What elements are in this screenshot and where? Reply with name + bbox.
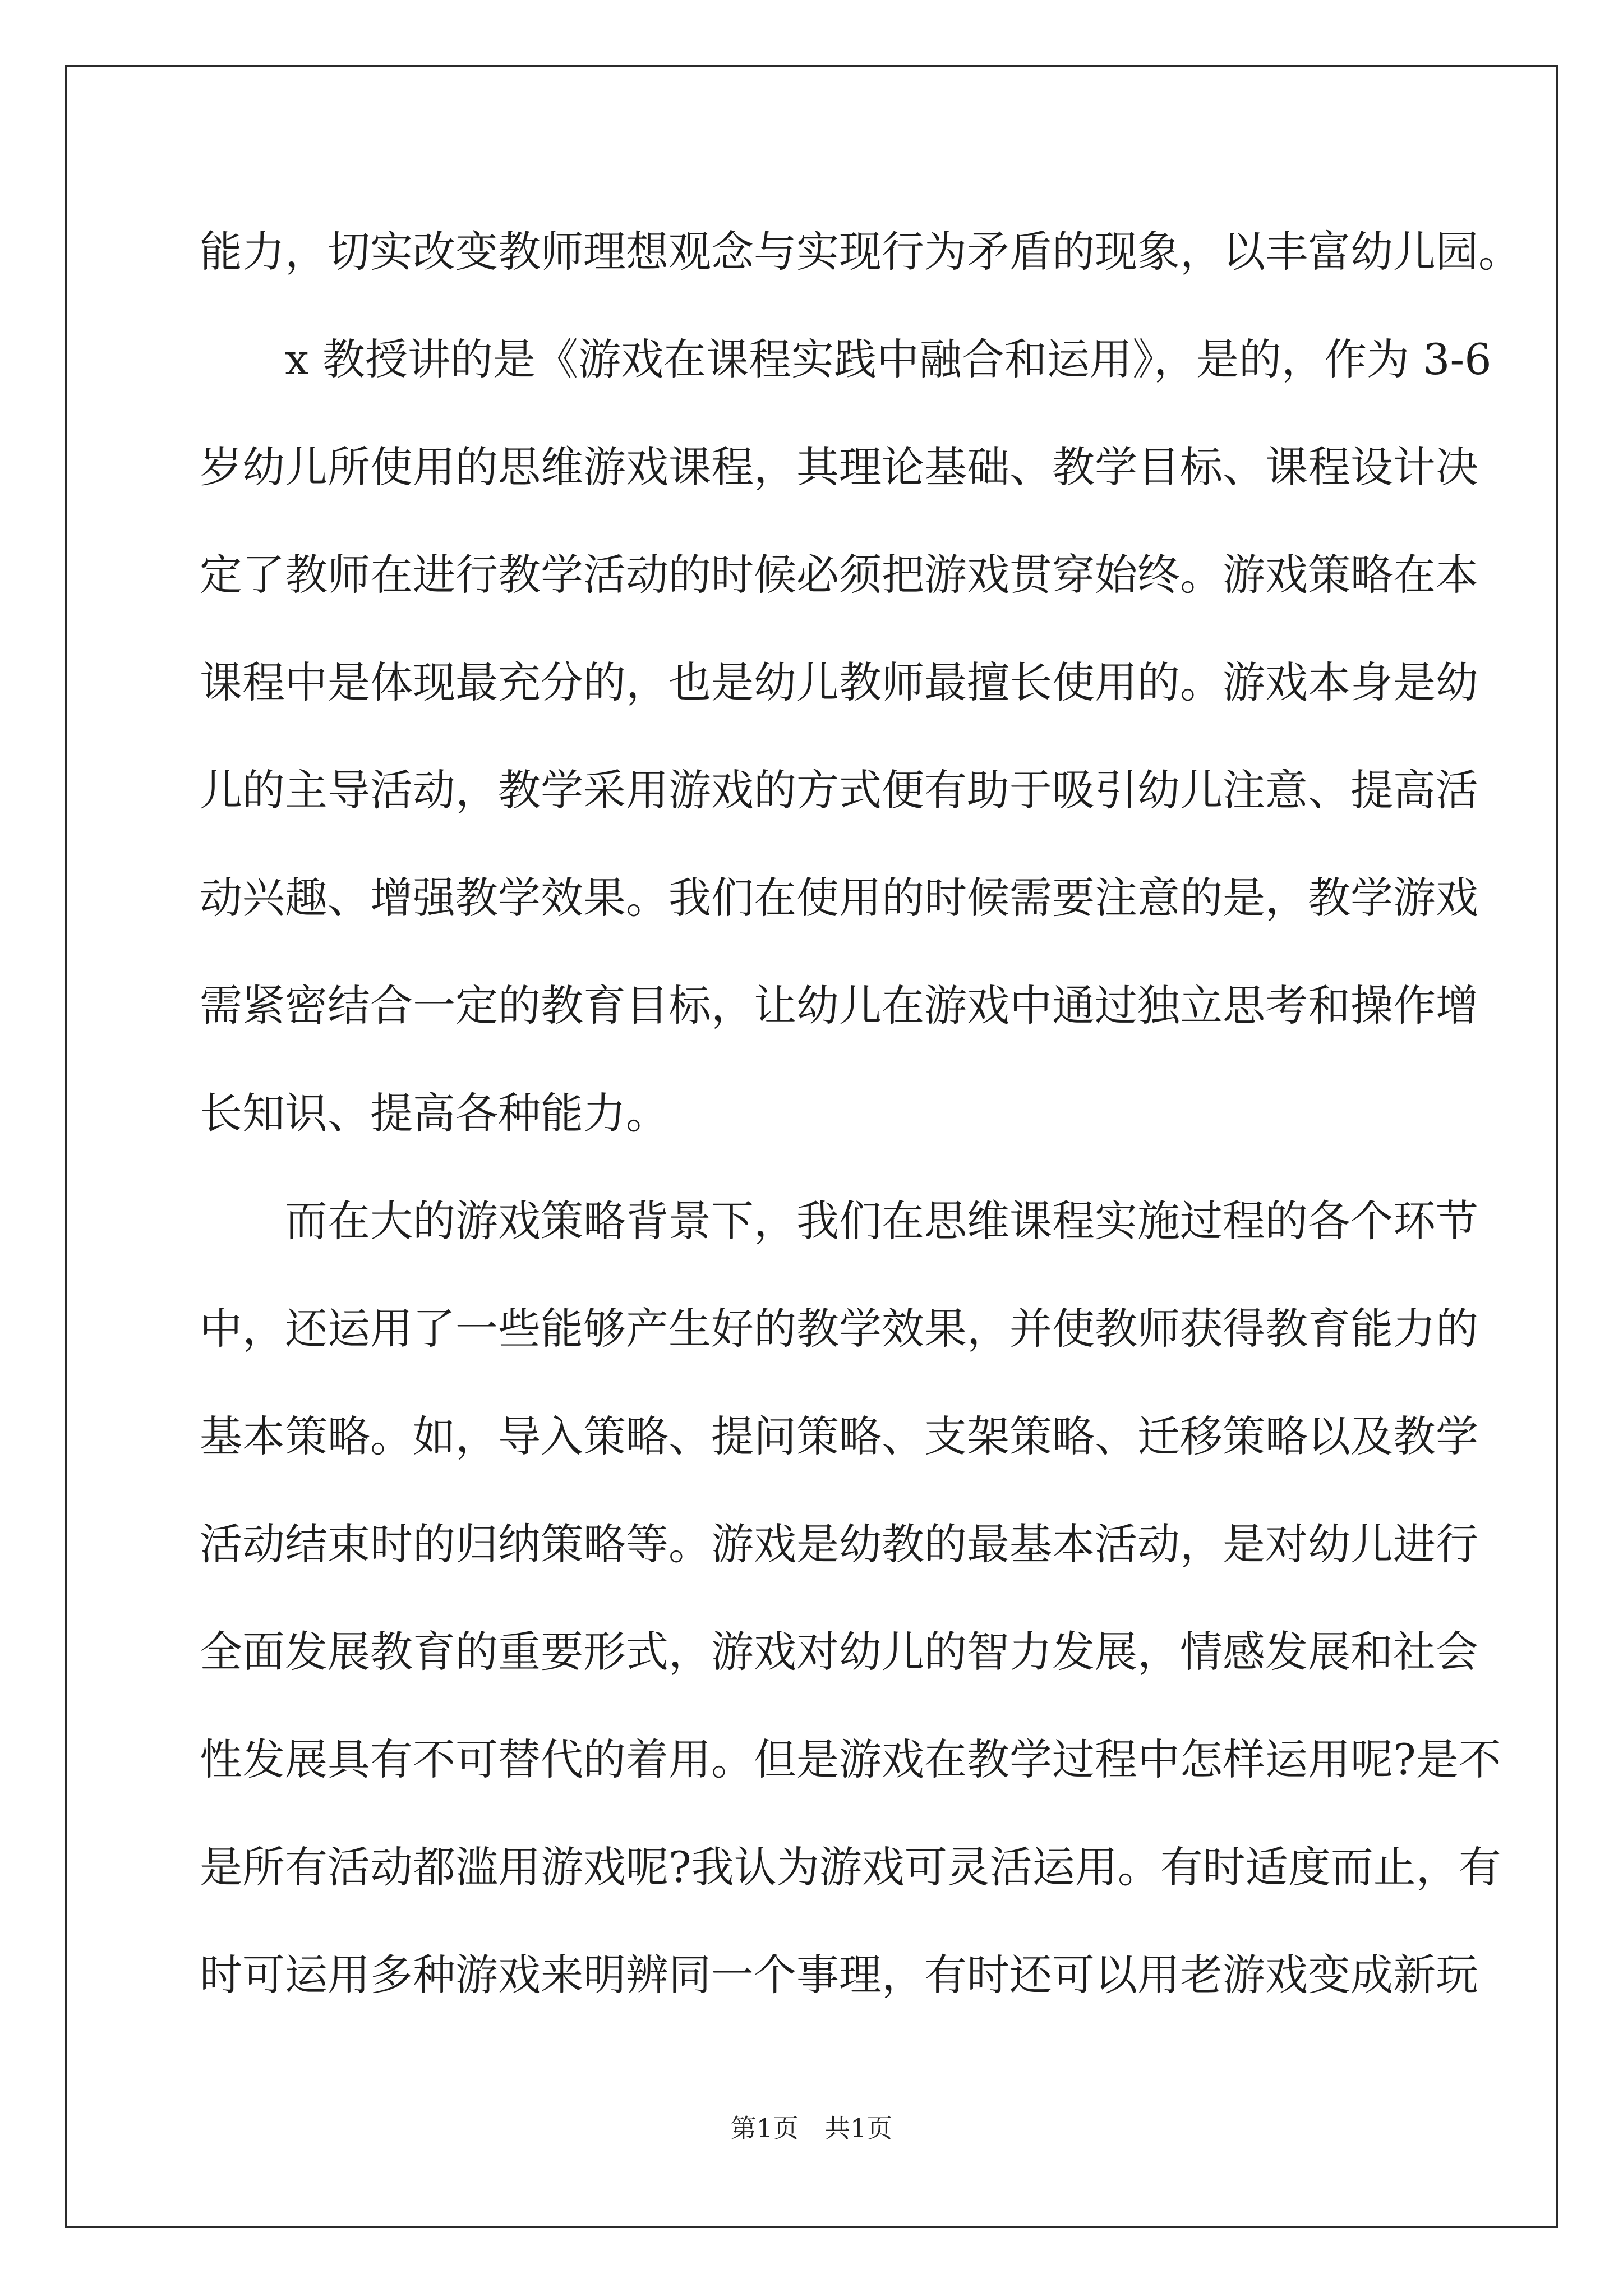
text-line: 中，还运用了一些能够产生好的教学效果，并使教师获得教育能力的 bbox=[200, 1304, 1478, 1354]
text-line: 能力，切实改变教师理想观念与实现行为矛盾的现象，以丰富幼儿园。 bbox=[200, 227, 1521, 277]
text-line: 活动结束时的归纳策略等。游戏是幼教的最基本活动，是对幼儿进行 bbox=[200, 1519, 1478, 1569]
text-line: 儿的主导活动，教学采用游戏的方式便有助于吸引幼儿注意、提高活 bbox=[200, 765, 1478, 815]
text-line: 课程中是体现最充分的，也是幼儿教师最擅长使用的。游戏本身是幼 bbox=[200, 657, 1478, 707]
document-body bbox=[200, 198, 1521, 2029]
text-line: 需紧密结合一定的教育目标，让幼儿在游戏中通过独立思考和操作增 bbox=[200, 981, 1478, 1030]
text-line: 是所有活动都滥用游戏呢?我认为游戏可灵活运用。有时适度而止，有 bbox=[200, 1842, 1501, 1892]
page-footer: 第1页 共1页 bbox=[730, 2113, 893, 2143]
text-line: 基本策略。如，导入策略、提问策略、支架策略、迁移策略以及教学 bbox=[200, 1411, 1478, 1461]
text-line: 岁幼儿所使用的思维游戏课程，其理论基础、教学目标、课程设计决 bbox=[200, 442, 1478, 492]
text-line: 定了教师在进行教学活动的时候必须把游戏贯穿始终。游戏策略在本 bbox=[200, 550, 1478, 600]
text-line: x 教授讲的是《游戏在课程实践中融合和运用》，是的，作为 3-6 bbox=[200, 334, 1492, 384]
text-line: 性发展具有不可替代的着用。但是游戏在教学过程中怎样运用呢?是不 bbox=[200, 1734, 1501, 1784]
text-line: 动兴趣、增强教学效果。我们在使用的时候需要注意的是，教学游戏 bbox=[200, 873, 1478, 923]
text-line: 时可运用多种游戏来明辨同一个事理，有时还可以用老游戏变成新玩 bbox=[200, 1950, 1478, 2000]
text-line: 全面发展教育的重要形式，游戏对幼儿的智力发展，情感发展和社会 bbox=[200, 1627, 1478, 1677]
text-line: 而在大的游戏策略背景下，我们在思维课程实施过程的各个环节 bbox=[200, 1196, 1478, 1246]
text-line: 长知识、提高各种能力。 bbox=[200, 1088, 668, 1138]
